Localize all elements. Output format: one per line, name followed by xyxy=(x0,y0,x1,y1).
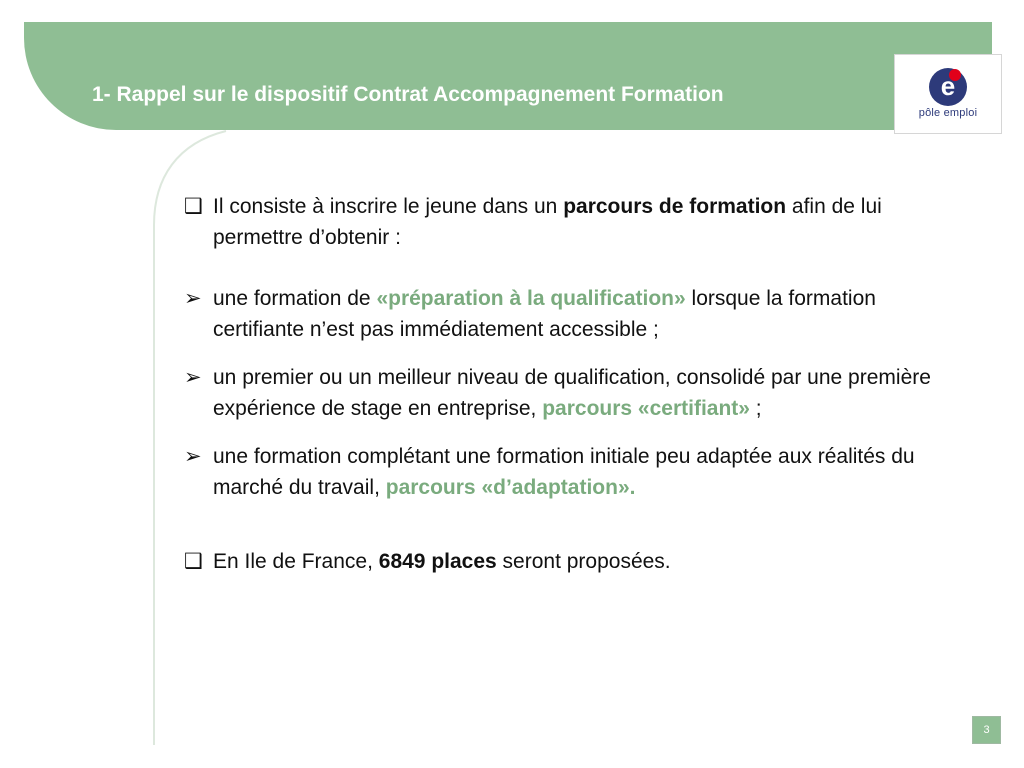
list-item xyxy=(184,191,954,253)
list-item xyxy=(184,546,954,577)
text-run: Il consiste à inscrire le jeune dans un xyxy=(213,195,564,218)
text-run: ; xyxy=(749,397,762,420)
arrow-bullet-icon: ➢ xyxy=(184,287,202,310)
logo-letter: e xyxy=(940,71,956,101)
text-run: une formation de xyxy=(213,287,377,310)
text-run: lorsque la formation certifiante n’est pas immédiatement accessible ; xyxy=(213,287,876,341)
logo-text: pôle emploi xyxy=(918,107,978,119)
text-run: afin de lui permettre d’obtenir : xyxy=(213,195,882,249)
checkbox-bullet-icon: ❑ xyxy=(184,550,203,573)
page-number: 3 xyxy=(972,716,1001,744)
highlight-text: «préparation à la qualification» xyxy=(376,287,686,310)
text-run: En Ile de France, xyxy=(213,550,379,573)
pole-emploi-logo-icon xyxy=(928,67,968,107)
list-item xyxy=(184,283,954,345)
bold-text: 6849 places xyxy=(378,550,497,573)
highlight-text: parcours «certifiant» xyxy=(542,397,750,420)
arrow-bullet-icon: ➢ xyxy=(184,366,202,389)
slide-title: 1- Rappel sur le dispositif Contrat Accompagnement Formation xyxy=(92,83,724,106)
header-band xyxy=(24,22,992,130)
pole-emploi-logo xyxy=(894,54,1002,134)
text-run: une formation complétant une formation initiale peu adaptée aux réalités du marché du travail, xyxy=(213,445,915,499)
checkbox-bullet-icon: ❑ xyxy=(184,195,203,218)
list-item xyxy=(184,362,954,424)
list-item xyxy=(184,441,954,503)
slide-content xyxy=(184,191,954,577)
highlight-text: parcours «d’adaptation». xyxy=(385,476,636,499)
arrow-bullet-icon: ➢ xyxy=(184,445,202,468)
text-run: seront proposées. xyxy=(496,550,671,573)
text-run: un premier ou un meilleur niveau de qualification, consolidé par une première expérience de stage en entreprise, xyxy=(213,366,931,420)
bold-text: parcours de formation xyxy=(563,195,787,218)
